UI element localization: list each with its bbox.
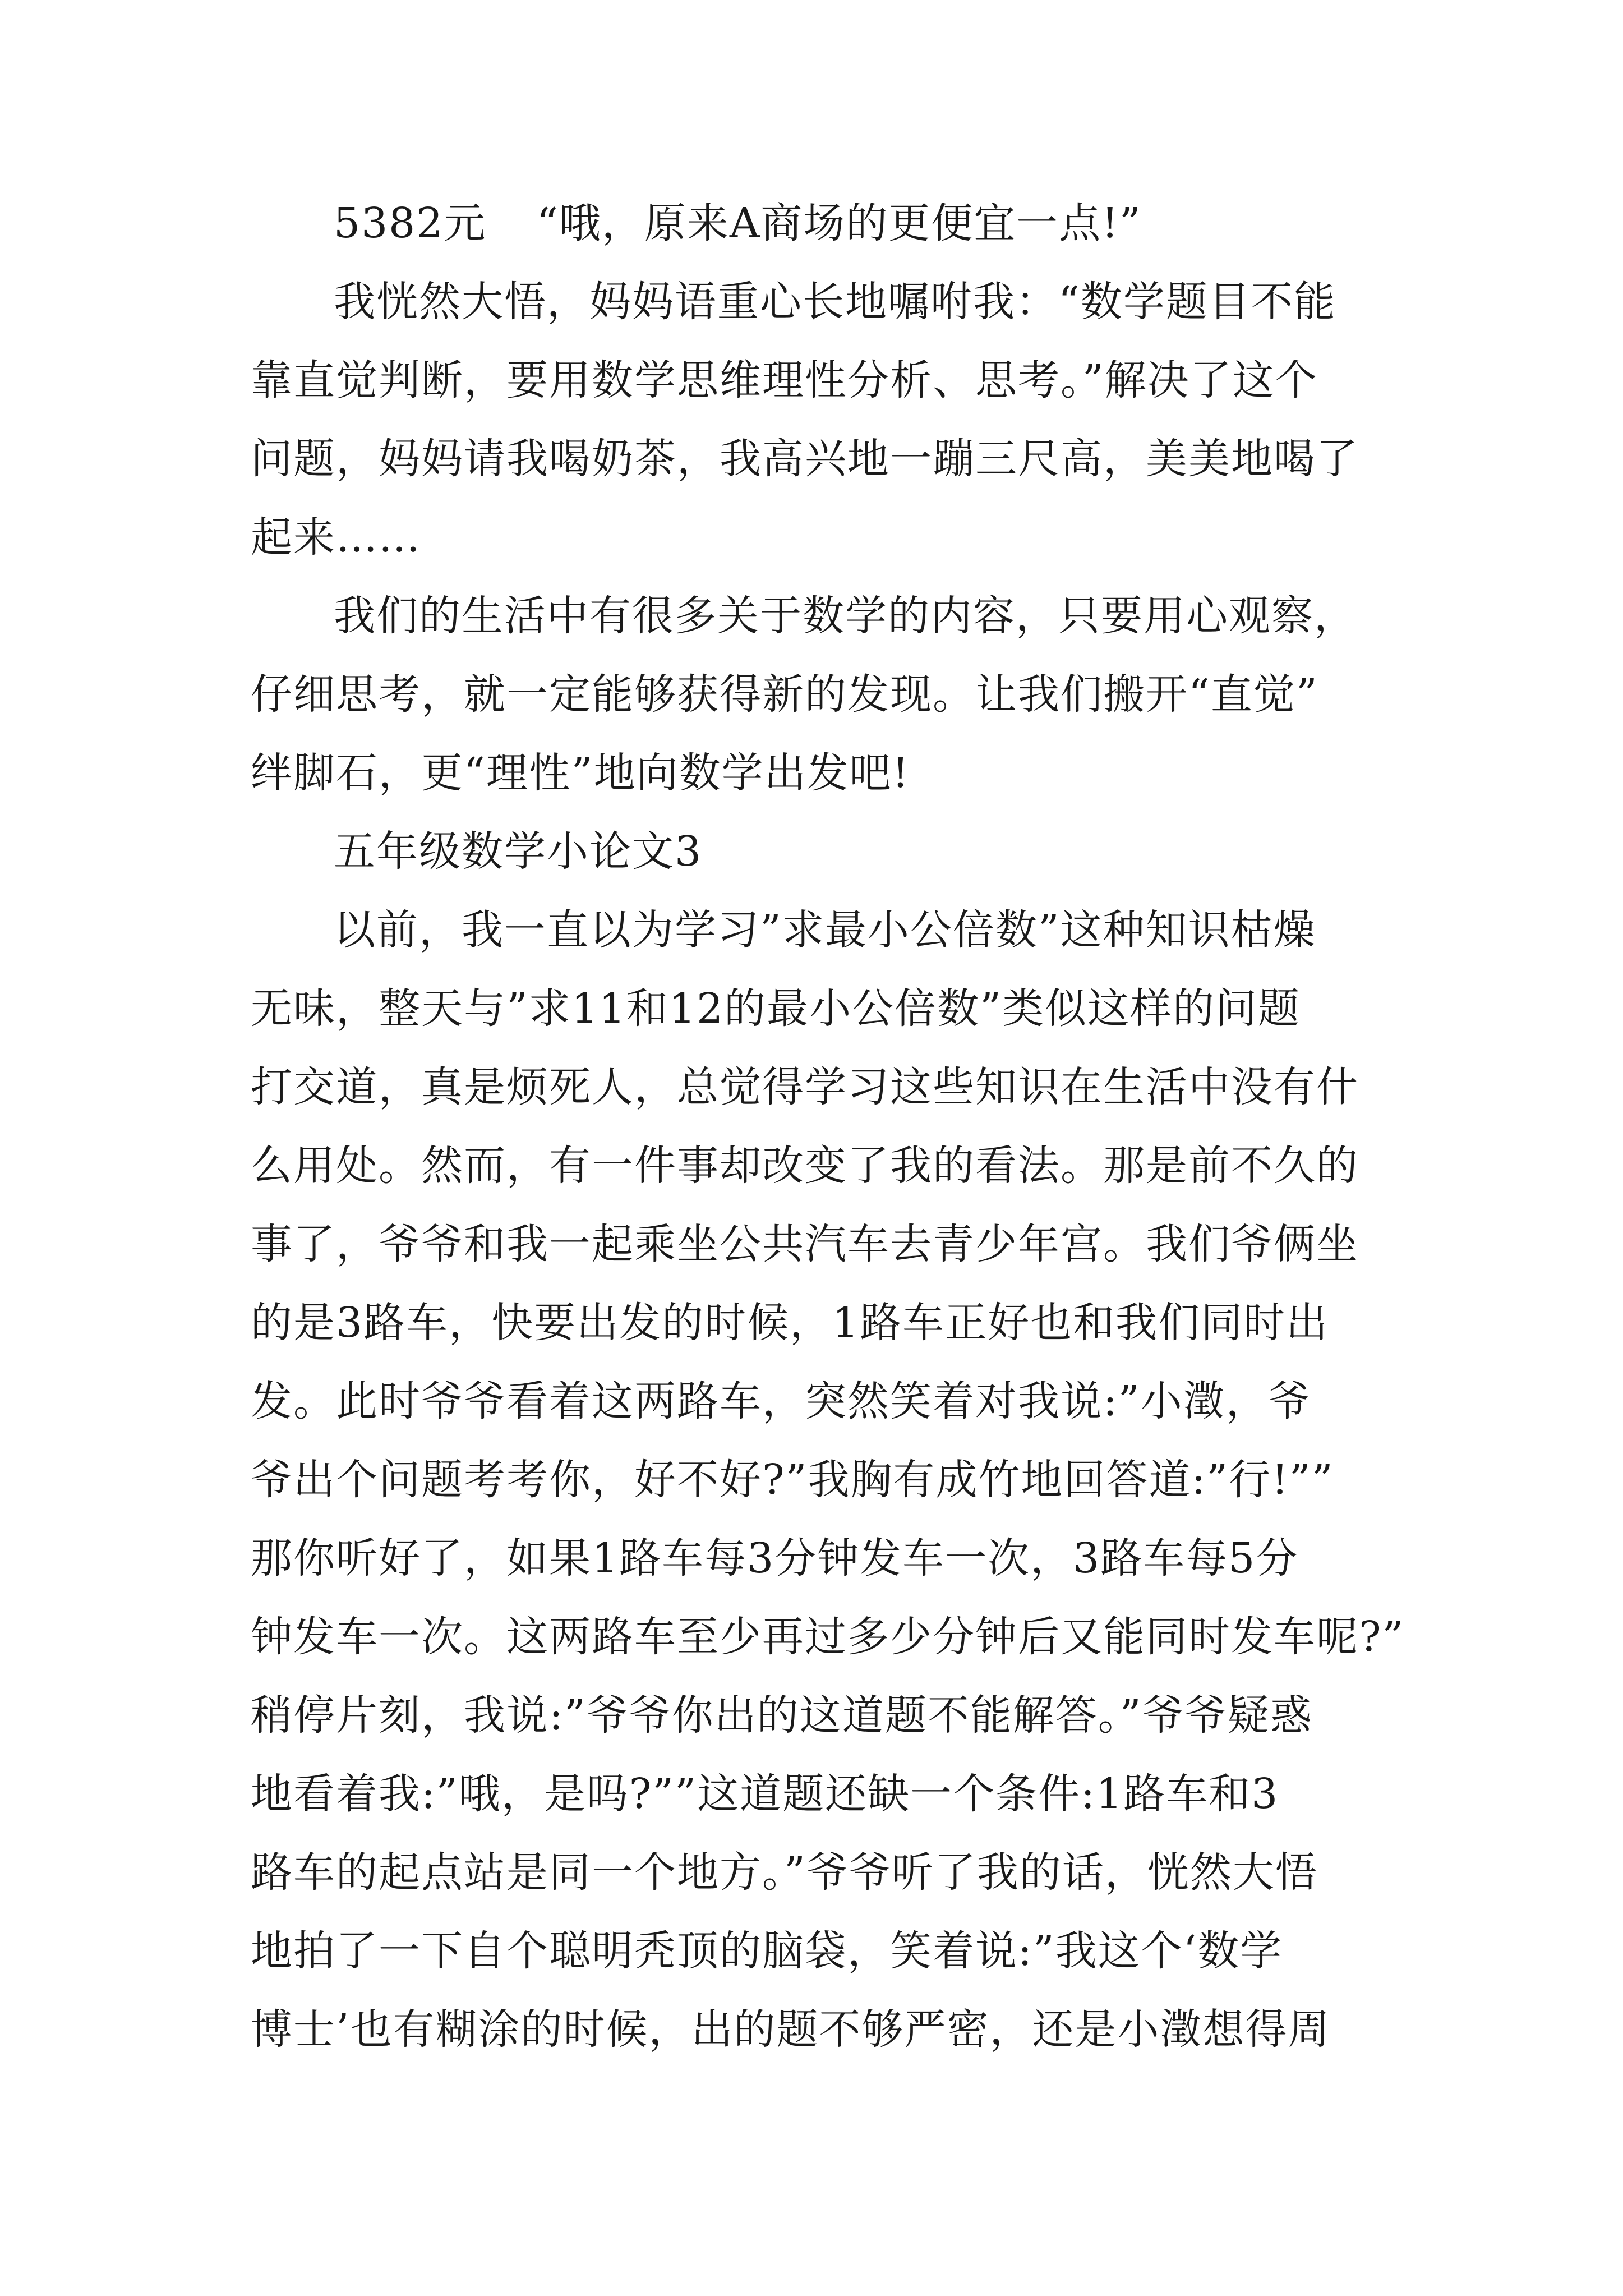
text-line: 地拍了一下自个聪明秃顶的脑袋，笑着说:”我这个‘数学: [251, 1927, 1283, 1975]
text-line: 么用处。然而，有一件事却改变了我的看法。那是前不久的: [251, 1142, 1359, 1190]
text-line: 钟发车一次。这两路车至少再过多少分钟后又能同时发车呢?”: [251, 1613, 1405, 1661]
text-line: 我恍然大悟，妈妈语重心长地嘱咐我：“数学题目不能: [334, 278, 1336, 326]
text-line: 事了，爷爷和我一起乘坐公共汽车去青少年宫。我们爷俩坐: [251, 1220, 1359, 1268]
text-line: 靠直觉判断，要用数学思维理性分析、思考。”解决了这个: [251, 356, 1318, 404]
text-line: 路车的起点站是同一个地方。”爷爷听了我的话，恍然大悟: [251, 1848, 1318, 1897]
text-line: 问题，妈妈请我喝奶茶，我高兴地一蹦三尺高，美美地喝了: [251, 435, 1359, 483]
text-line: 绊脚石，更“理性”地向数学出发吧!: [251, 749, 910, 797]
text-line: 无味，整天与”求11和12的最小公倍数”类似这样的问题: [251, 984, 1301, 1033]
text-line: 起来……: [251, 513, 421, 562]
text-line: 的是3路车，快要出发的时候，1路车正好也和我们同时出: [251, 1299, 1329, 1347]
text-line: 那你听好了，如果1路车每3分钟发车一次，3路车每5分: [251, 1534, 1299, 1582]
text-line: 博士’也有糊涂的时候，出的题不够严密，还是小澂想得周: [251, 2005, 1331, 2054]
text-line: 仔细思考，就一定能够获得新的发现。让我们搬开“直觉”: [251, 670, 1318, 719]
text-line: 稍停片刻，我说:”爷爷你出的这道题不能解答。”爷爷疑惑: [251, 1691, 1313, 1740]
text-line: 爷出个问题考考你，好不好?”我胸有成竹地回答道:”行!””: [251, 1456, 1334, 1504]
section-heading: 五年级数学小论文3: [334, 827, 703, 876]
price-remark: “哦，原来A商场的更便宜一点!”: [537, 199, 1142, 247]
text-line: 我们的生活中有很多关于数学的内容，只要用心观察，: [334, 592, 1357, 640]
text-line: 发。此时爷爷看着这两路车，突然笑着对我说:”小澂，爷: [251, 1377, 1311, 1425]
price-amount: 5382元: [334, 199, 487, 247]
text-line: 以前，我一直以为学习”求最小公倍数”这种知识枯燥: [334, 906, 1316, 954]
text-line: 打交道，真是烦死人，总觉得学习这些知识在生活中没有什: [251, 1063, 1359, 1111]
text-line: 地看着我:”哦，是吗?””这道题还缺一个条件:1路车和3: [251, 1770, 1279, 1818]
